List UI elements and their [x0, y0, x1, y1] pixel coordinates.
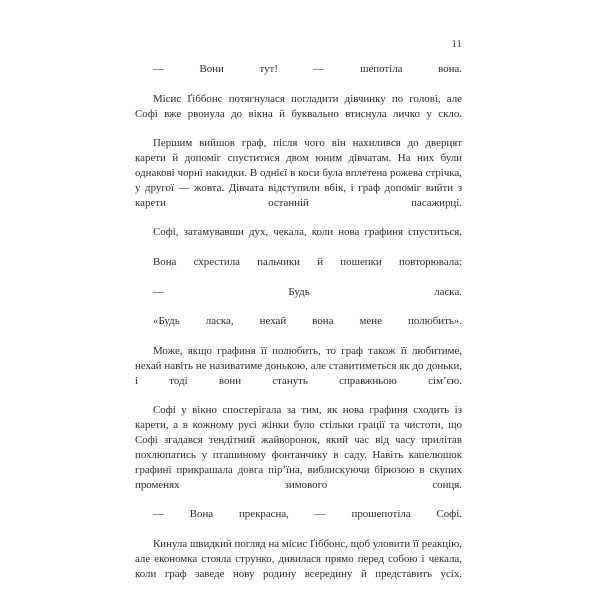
paragraph: Може, якщо графиня її полюбить, то граф також її любитиме, нехай навіть не називатиме донькою, але ставитиметься як до доньки, і тоді вони стануть справжньою сім’єю.	[135, 345, 462, 387]
paragraph: Першим вийшов граф, після чого він нахилився до дверцят карети й допоміг спуститися двом юним дівчатам. На них були однакові чорні накидки. В однієї в коси була вплетена рожева стрічка, у другої — жовта. Дівчата відступили вбік, і граф допоміг вийти з карети останній пасажирці.	[135, 137, 462, 209]
paragraph: — Вона прекрасна, — прошепотіла Софі.	[153, 508, 462, 521]
paragraph: — Будь ласка.	[153, 285, 462, 298]
paragraph: Вона схрестила пальчики й пошепки повторювала:	[153, 255, 462, 268]
paragraph: Софі у вікно спостерігала за тим, як нова графиня сходить із карети, а в кожному русі жінки було стільки грації та чистоти, що Софі згадався тендітний жайворонок, який час від часу прилітав похлюпатись у пташиному фонтанчику в саду. Навіть капелюшок графині прикрашала довга пір’їна, виблискуючи бірюзою в скупих променях зимового сонця.	[135, 404, 462, 491]
paragraph: — Вони тут! — шепотіла вона.	[153, 63, 462, 75]
page-text-body	[135, 62, 462, 596]
paragraph: Кинула швидкий погляд на місис Ґіббонс, щоб уловити її реакцію, але економка стояла струнко, дивилася прямо перед собою і чекала, коли граф заведе нову родину всередину й представить усіх.	[135, 538, 462, 580]
paragraph: Місис Ґіббонс потягнулася погладити дівчинку по голові, але Софі вже рвонула до вікна й буквально втиснула личко у скло.	[135, 92, 462, 120]
page-number: 11	[451, 39, 462, 50]
paragraph: Софі, затамувавши дух, чекала, коли нова графиня спуститься.	[153, 226, 462, 239]
paragraph: «Будь ласка, нехай вона мене полюбить».	[153, 315, 462, 328]
